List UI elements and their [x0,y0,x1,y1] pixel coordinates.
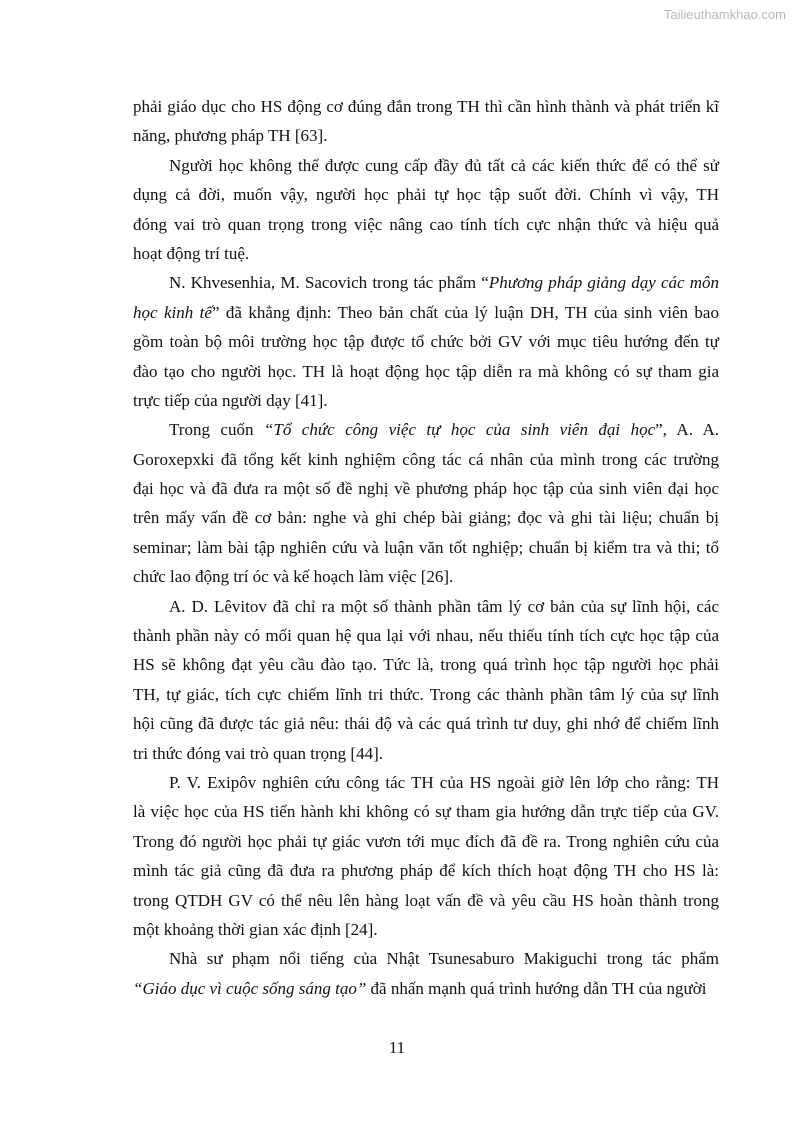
text-span: trực tiếp của người dạy [41]. [133,390,328,410]
text-span: một khoảng thời gian xác định [24]. [133,919,378,939]
text-span: thành phần này có mối quan hệ qua lại với nhau, nếu thiếu tính tích cực học tập của [133,626,719,646]
text-line [133,592,719,621]
text-span: đã nhấn mạnh quá trình hướng dẫn TH của người [366,978,707,998]
text-line [133,827,719,856]
text-span: ”, A. A. [655,420,720,440]
text-span: HS sẽ không đạt yêu cầu đào tạo. Tức là, trong quá trình học tập người học phải [133,655,719,675]
text-span: P. V. Exipôv nghiên cứu công tác TH của HS ngoài giờ lên lớp cho rằng: TH [169,772,719,792]
text-span: phải giáo dục cho HS động cơ đúng đắn trong TH thì cần hình thành và phát triển kĩ [133,97,719,116]
text-span: seminar; làm bài tập nghiên cứu và luận văn tốt nghiệp; chuẩn bị kiểm tra và thi; tổ [133,537,719,557]
text-span: Trong cuốn [169,420,264,440]
text-span: dụng cả đời, muốn vậy, người học phải tự học tập suốt đời. Chính vì vậy, TH [133,185,719,205]
text-line [133,915,719,944]
text-line [133,709,719,738]
text-line [133,415,719,444]
italic-text: “Tổ chức công việc tự học của sinh viên đại học [263,420,656,440]
text-line [133,151,719,180]
italic-text: học kinh tế [133,302,212,322]
text-line [133,210,719,239]
text-span: N. Khvesenhia, M. Sacovich trong tác phẩm “ [169,273,489,293]
text-span: Goroxepxki đã tổng kết kinh nghiệm công tác cá nhân của mình trong các trường [133,449,719,469]
text-span: Người học không thể được cung cấp đầy đủ tất cả các kiến thức để có thể sử [169,155,719,175]
text-span: tri thức đóng vai trò quan trọng [44]. [133,743,383,763]
italic-text: Phương pháp giảng dạy các môn [488,273,719,293]
text-line [133,268,719,297]
text-line [133,180,719,209]
watermark: Tailieuthamkhao.com [663,7,786,22]
text-line [133,621,719,650]
text-line [133,974,719,1003]
text-span: Nhà sư phạm nổi tiếng của Nhật Tsunesaburo Makiguchi trong tác phẩm [169,949,719,969]
text-line [133,797,719,826]
text-span: hoạt động trí tuệ. [133,243,250,263]
text-span: TH, tự giác, tích cực chiếm lĩnh tri thức. Trong các thành phần tâm lý của sự lĩnh [133,684,719,704]
text-span: hội cũng đã được tác giả nêu: thái độ và các quá trình tư duy, ghi nhớ để chiếm lĩnh [133,714,719,734]
text-line [133,739,719,768]
text-line [133,650,719,679]
text-line [133,533,719,562]
text-span: là việc học của HS tiến hành khi không có sự tham gia hướng dẫn trực tiếp của GV. [133,802,719,822]
text-line [133,503,719,532]
text-line [133,298,719,327]
text-line [133,445,719,474]
text-line [133,562,719,591]
text-line [133,327,719,356]
text-line [133,680,719,709]
text-span: trên mấy vấn đề cơ bản: nghe và ghi chép bài giảng; đọc và ghi tài liệu; chuẩn bị [133,508,719,528]
text-line [133,856,719,885]
text-line [133,944,719,973]
text-line [133,239,719,268]
text-span: năng, phương pháp TH [63]. [133,126,328,146]
text-line [133,474,719,503]
text-line [133,768,719,797]
text-span: Trong đó người học phải tự giác vươn tới mục đích đã đề ra. Trong nghiên cứu của [133,831,719,851]
text-span: đại học và đã đưa ra một số đề nghị về phương pháp học tập của sinh viên đại học [133,479,719,499]
italic-text: “Giáo dục vì cuộc sống sáng tạo” [133,978,367,998]
text-span: mình tác giả cũng đã đưa ra phương pháp để kích thích hoạt động TH cho HS là: [133,861,719,881]
text-line [133,886,719,915]
text-line [133,357,719,386]
text-span: trong QTDH GV có thể nêu lên hàng loạt vấn đề và yêu cầu HS hoàn thành trong [133,890,719,910]
body-text [133,92,719,1003]
text-span: A. D. Lêvitov đã chỉ ra một số thành phần tâm lý cơ bản của sự lĩnh hội, các [169,596,719,616]
page-number: 11 [388,1038,406,1057]
text-line [133,92,719,121]
text-span: gồm toàn bộ môi trường học tập được tổ chức bởi GV với mục tiêu hướng đến tự [133,332,719,352]
text-line [133,121,719,150]
text-span: ” đã khẳng định: Theo bản chất của lý luận DH, TH của sinh viên bao [211,302,719,322]
text-span: chức lao động trí óc và kế hoạch làm việc [26]. [133,567,454,587]
text-line [133,386,719,415]
text-span: đào tạo cho người học. TH là hoạt động học tập diễn ra mà không có sự tham gia [133,361,719,381]
text-span: đóng vai trò quan trọng trong việc nâng cao tính tích cực nhận thức và hiệu quả [133,214,719,234]
